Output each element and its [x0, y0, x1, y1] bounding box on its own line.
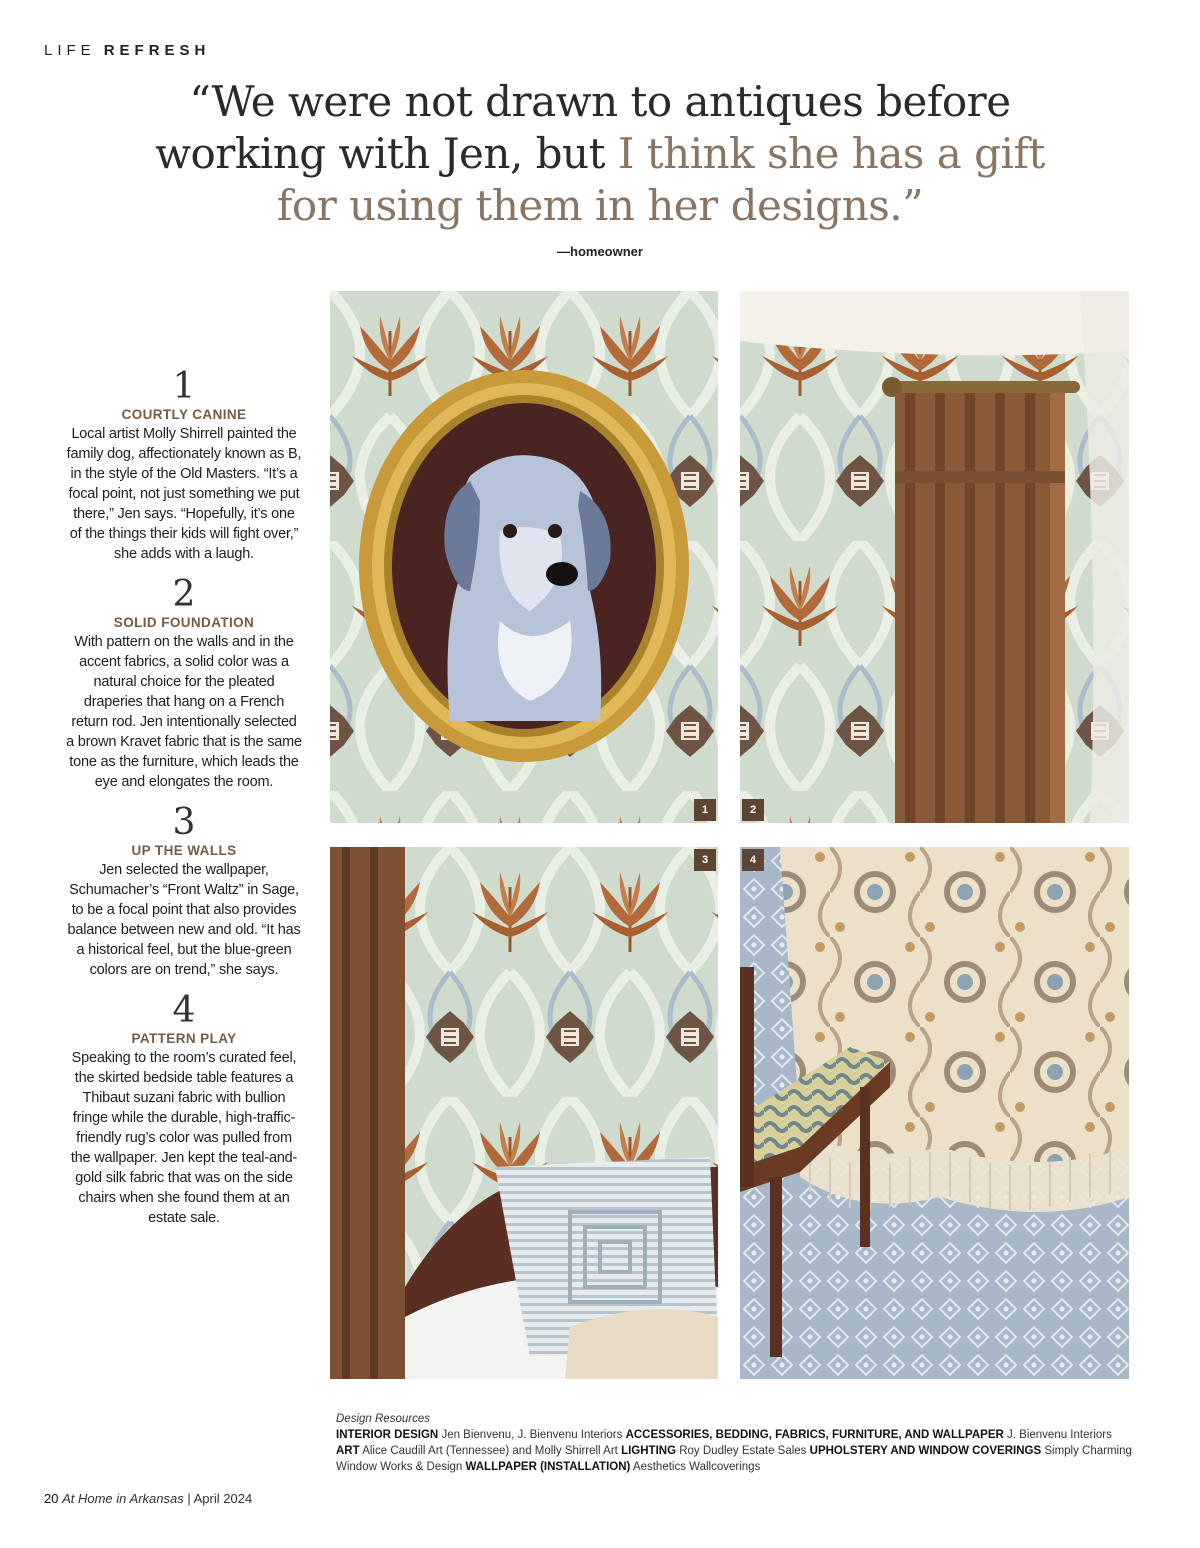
quote-attribution: —homeowner — [557, 244, 643, 259]
section-label-light: LIFE — [44, 42, 96, 59]
caption-heading: COURTLY CANINE — [121, 407, 247, 422]
resource-value: Simply Charming Window Works & Design — [336, 1445, 1132, 1473]
photo-skirted-table — [740, 847, 1129, 1379]
pull-quote — [120, 76, 1080, 232]
design-resources-list — [336, 1427, 1136, 1475]
caption-number: 1 — [172, 366, 196, 407]
section-label-bold: REFRESH — [103, 42, 211, 59]
resource-label: UPHOLSTERY AND WINDOW COVERINGS — [809, 1445, 1042, 1457]
caption-heading: UP THE WALLS — [131, 843, 237, 858]
caption-number: 2 — [172, 574, 196, 615]
pull-quote-accent-text: I think she has a gift for using them in her designs.” — [276, 129, 1045, 230]
resource-label: ACCESSORIES, BEDDING, FABRICS, FURNITURE, AND WALLPAPER — [625, 1429, 1004, 1441]
caption-body: Speaking to the room’s curated feel, the skirted bedside table features a Thibaut suzani fabric with bullion fringe while the durable, high-traffic-friendly rug’s color was pulled from the wallpaper. Jen kept the teal-and-gold silk fabric that was on the side chairs when she found them at an estate sale. — [70, 1050, 298, 1226]
resource-label: INTERIOR DESIGN — [336, 1429, 439, 1441]
resource-value: Alice Caudill Art (Tennessee) and Molly Shirrell Art — [362, 1445, 618, 1457]
caption-body: With pattern on the walls and in the accent fabrics, a solid color was a natural choice for the pleated draperies that hang on a French return rod. Jen intentionally selected a brown Kravet fabric that is the same tone as the furniture, which leads the eye and elongates the room. — [66, 634, 302, 790]
photo-dog-portrait — [330, 291, 718, 823]
design-resources-title: Design Resources — [336, 1413, 430, 1425]
skirted-table-illustration — [740, 847, 1129, 1379]
caption-item — [66, 804, 302, 980]
resource-value: Roy Dudley Estate Sales — [679, 1445, 807, 1457]
caption-item — [66, 576, 302, 792]
design-resources — [336, 1411, 1136, 1475]
pull-quote-text: “We were not drawn to antiques before working with Jen, but — [155, 77, 1011, 178]
photo-number-badge: 2 — [742, 799, 764, 821]
photo-number-badge: 3 — [694, 849, 716, 871]
footer-separator: | — [187, 1491, 191, 1506]
caption-body: Local artist Molly Shirrell painted the family dog, affectionately known as B, in the style of the Old Masters. “It’s a focal point, not just something we put there,” Jen says. “Hopefully, it’s one of the things their kids will fight over,” she adds with a laugh. — [66, 426, 302, 562]
caption-body: Jen selected the wallpaper, Schumacher’s “Front Waltz” in Sage, to be a focal point that also provides balance between new and old. “It has a historical feel, but the blue-green colors are on trend,” she says. — [67, 862, 301, 978]
resource-label: ART — [336, 1445, 360, 1457]
magazine-name: At Home in Arkansas — [62, 1491, 184, 1506]
resource-label: WALLPAPER (INSTALLATION) — [465, 1461, 631, 1473]
wallpaper-bed-illustration — [330, 847, 718, 1379]
photo-number-badge: 4 — [742, 849, 764, 871]
photo-draperies — [740, 291, 1129, 823]
draperies-illustration — [740, 291, 1129, 823]
resource-label: LIGHTING — [621, 1445, 677, 1457]
caption-heading: PATTERN PLAY — [131, 1031, 237, 1046]
caption-number: 3 — [172, 802, 196, 843]
section-label — [44, 42, 210, 59]
caption-item — [66, 992, 302, 1228]
resource-value: Jen Bienvenu, J. Bienvenu Interiors — [441, 1429, 623, 1441]
caption-number: 4 — [172, 990, 196, 1031]
issue-date: April 2024 — [193, 1491, 253, 1506]
photo-wallpaper-bed — [330, 847, 718, 1379]
caption-item — [66, 368, 302, 564]
caption-heading: SOLID FOUNDATION — [113, 615, 255, 630]
resource-value: Aesthetics Wallcoverings — [632, 1461, 761, 1473]
page-number: 20 — [44, 1491, 59, 1506]
dog-portrait-illustration — [330, 291, 718, 823]
numbered-captions — [66, 368, 302, 1240]
page-footer — [44, 1491, 252, 1506]
photo-number-badge: 1 — [694, 799, 716, 821]
resource-value: J. Bienvenu Interiors — [1007, 1429, 1112, 1441]
